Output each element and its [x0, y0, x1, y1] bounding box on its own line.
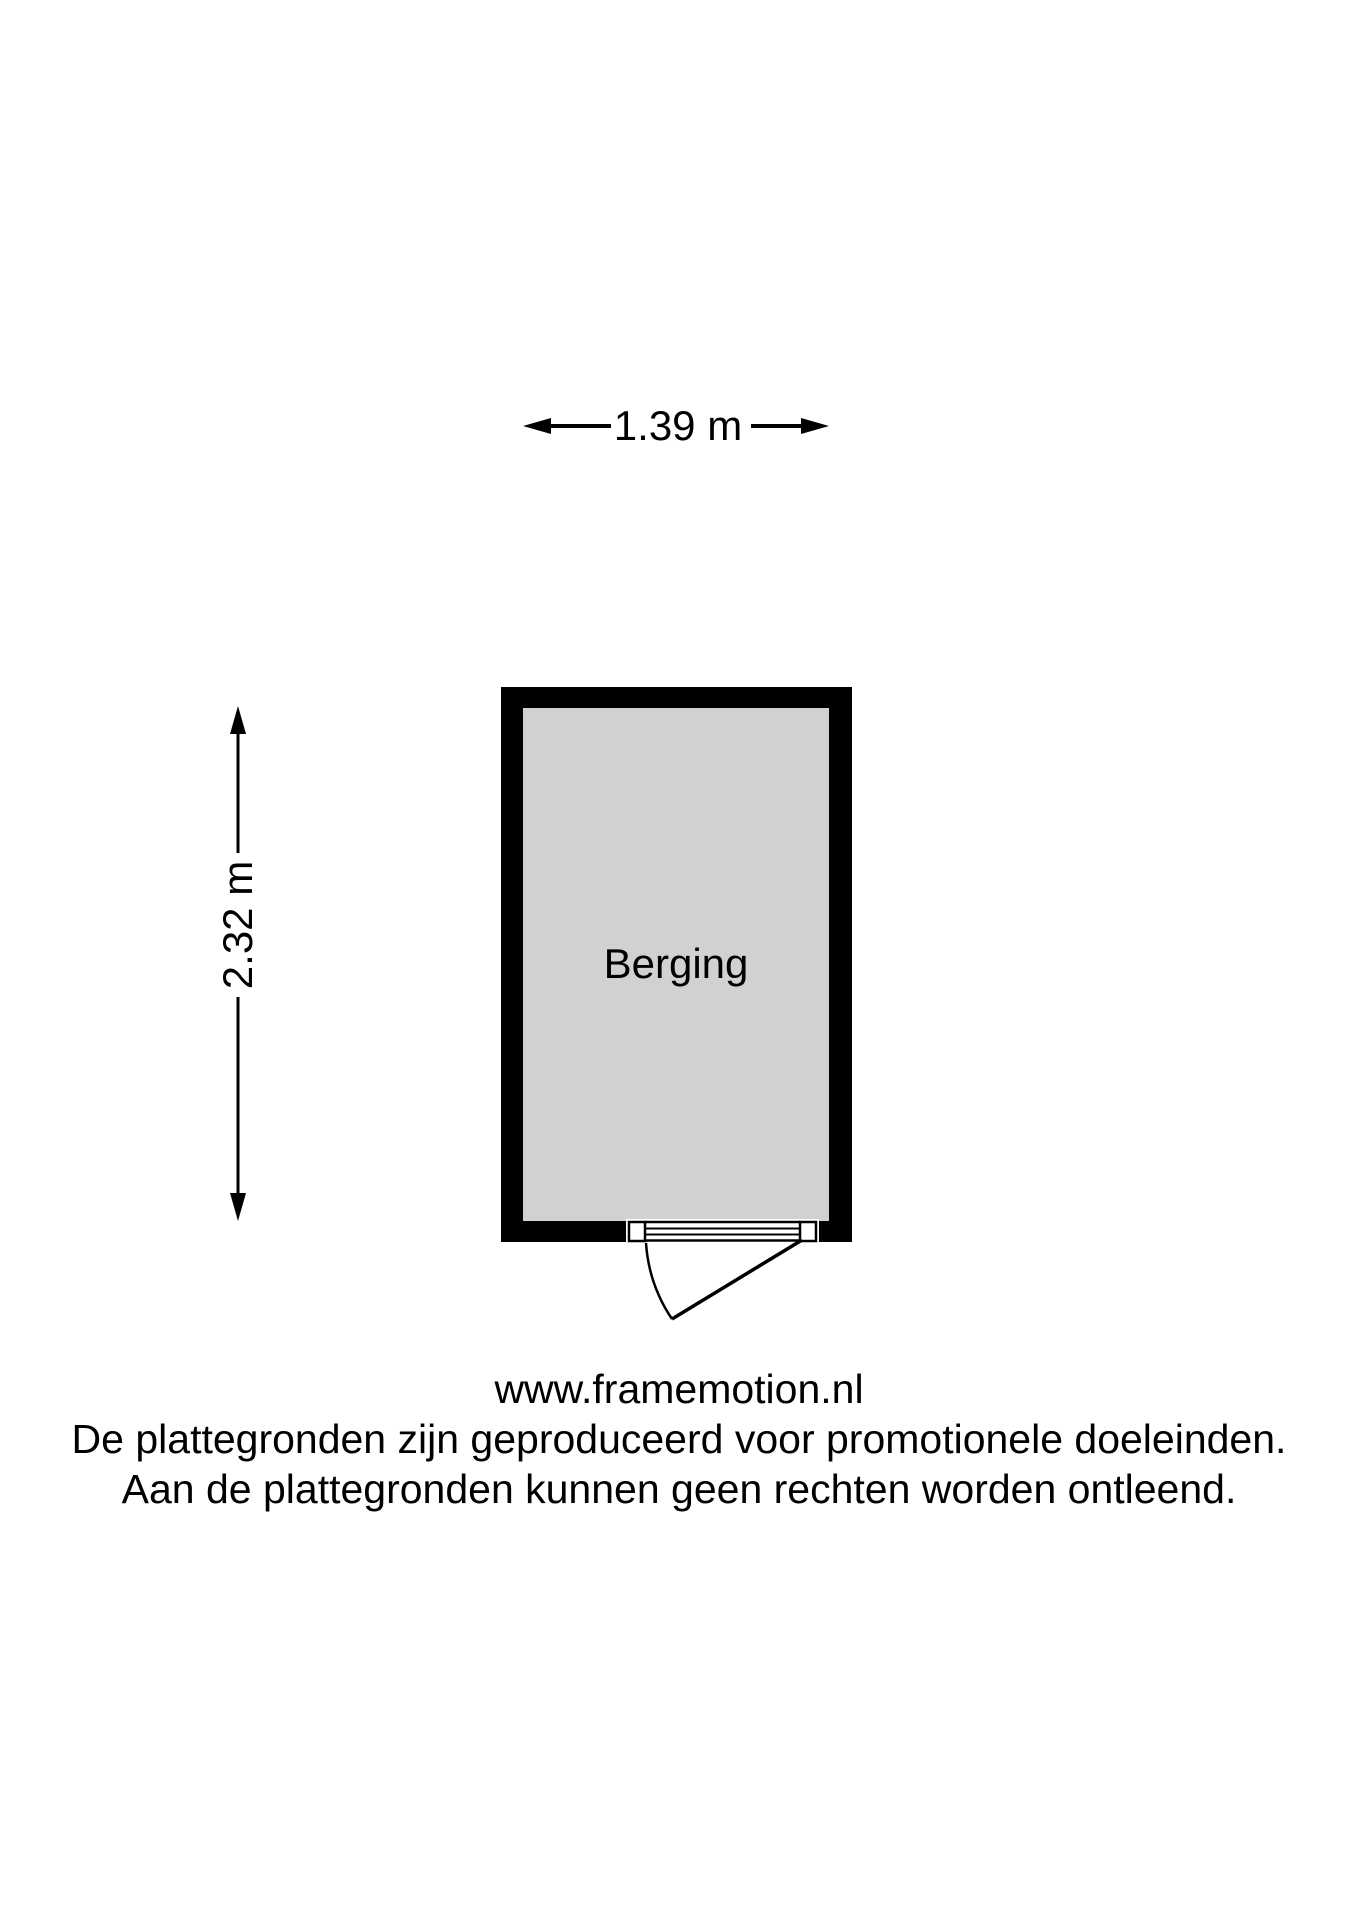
room-berging [501, 687, 852, 1319]
door-swing-arc [646, 1243, 672, 1319]
footer [0, 1364, 1358, 1514]
footer-disclaimer-line2: Aan de plattegronden kunnen geen rechten worden ontleend. [121, 1466, 1237, 1512]
height-dimension-label: 2.32 m [214, 860, 261, 990]
door-jamb-left [629, 1222, 645, 1241]
room-label: Berging [603, 940, 749, 987]
width-dimension-right-arrowhead [801, 418, 829, 434]
width-dimension [523, 402, 829, 449]
footer-disclaimer-line1: De plattegronden zijn geproduceerd voor promotionele doeleinden. [71, 1416, 1287, 1462]
door-leaf [672, 1240, 802, 1319]
width-dimension-label: 1.39 m [613, 402, 743, 449]
footer-website: www.framemotion.nl [494, 1366, 864, 1412]
height-dimension-bottom-arrowhead [230, 1193, 246, 1221]
width-dimension-left-arrowhead [523, 418, 551, 434]
height-dimension [214, 706, 261, 1221]
height-dimension-top-arrowhead [230, 706, 246, 734]
door-jamb-right [800, 1222, 816, 1241]
